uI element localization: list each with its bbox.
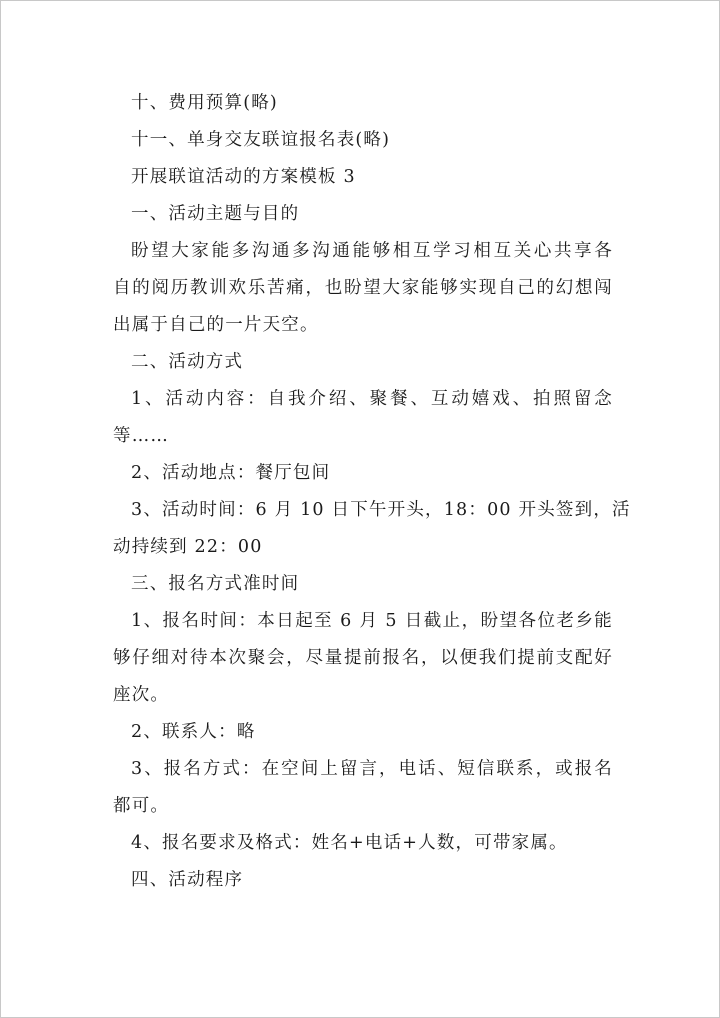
- section-heading-registration: 三、报名方式准时间: [131, 574, 300, 594]
- paragraph-line: 自的阅历教训欢乐苦痛，也盼望大家能够实现自己的幻想闯: [113, 278, 613, 298]
- paragraph-line: 座次。: [113, 685, 170, 705]
- paragraph-line: 1、活动内容：自我介绍、聚餐、互动嬉戏、拍照留念: [131, 389, 613, 409]
- paragraph-line: 出属于自己的一片天空。: [113, 315, 319, 335]
- paragraph-line: 都可。: [113, 796, 170, 816]
- paragraph-line: 3、活动时间：6 月 10 日下午开头，18：00 开头签到，活: [131, 500, 631, 520]
- paragraph-line: 2、活动地点：餐厅包间: [131, 463, 331, 483]
- section-heading-signup-form: 十一、单身交友联谊报名表(略): [131, 130, 391, 150]
- paragraph-line: 动持续到 22：00: [113, 537, 263, 557]
- section-heading-method: 二、活动方式: [131, 352, 244, 372]
- section-heading-theme: 一、活动主题与目的: [131, 204, 300, 224]
- paragraph-line: 4、报名要求及格式：姓名+电话+人数，可带家属。: [131, 833, 568, 853]
- paragraph-line: 1、报名时间：本日起至 6 月 5 日截止，盼望各位老乡能: [131, 611, 613, 631]
- paragraph-line: 等……: [113, 426, 170, 446]
- paragraph-line: 盼望大家能多沟通多沟通能够相互学习相互关心共享各: [131, 241, 613, 261]
- paragraph-line: 够仔细对待本次聚会，尽量提前报名，以便我们提前支配好: [113, 648, 613, 668]
- document-body: [113, 85, 631, 899]
- paragraph-line: 3、报名方式：在空间上留言，电话、短信联系，或报名: [131, 759, 613, 779]
- section-heading-program: 四、活动程序: [131, 870, 244, 890]
- section-heading-budget: 十、费用预算(略): [131, 93, 278, 113]
- template-title: 开展联谊活动的方案模板 3: [131, 167, 356, 187]
- paragraph-line: 2、联系人：略: [131, 722, 256, 742]
